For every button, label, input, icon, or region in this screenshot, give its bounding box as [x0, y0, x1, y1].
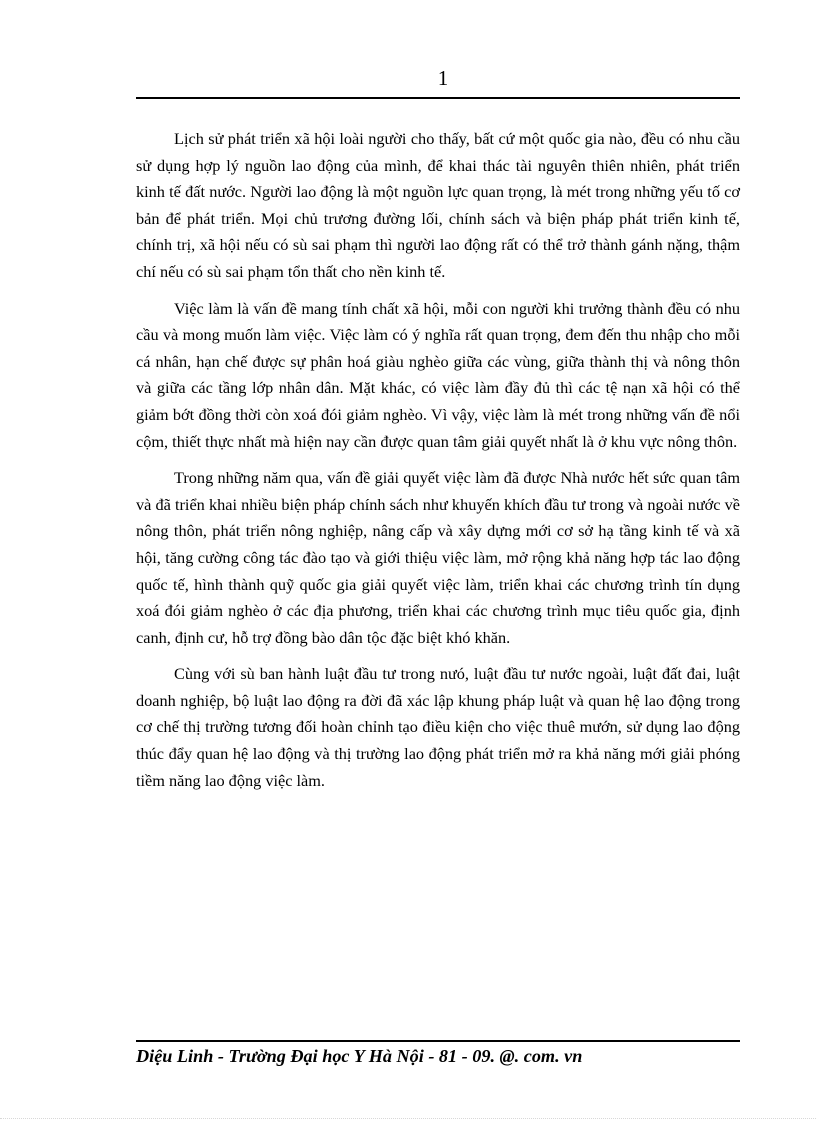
footer-text: Diệu Linh - Trường Đại học Y Hà Nội - 81 - 09. @. com. vn [136, 1046, 583, 1066]
header-rule [136, 97, 740, 99]
paragraph: Việc làm là vấn đề mang tính chất xã hội, mỗi con người khi trưởng thành đều có nhu cầu và mong muốn làm việc. Việc làm có ý nghĩa rất quan trọng, đem đến thu nhập cho mỗi cá nhân, hạn chế được sự phân hoá giàu nghèo giữa các vùng, giữa thành thị và nông thôn và giữa các tầng lớp nhân dân. Mặt khác, có việc làm đầy đủ thì các tệ nạn xã hội có thể giảm bớt đồng thời còn xoá đói giảm nghèo. Vì vậy, việc làm là mét trong những vấn đề nổi cộm, thiết thực nhất mà hiện nay cần được quan tâm giải quyết nhất là ở khu vực nông thôn. [136, 298, 740, 451]
page-bottom-divider [0, 1118, 816, 1119]
page-number: 1 [437, 66, 449, 90]
footer-rule [136, 1040, 740, 1042]
paragraph: Lịch sử phát triển xã hội loài người cho thấy, bất cứ một quốc gia nào, đều có nhu cầu sử dụng hợp lý nguồn lao động của mình, để khai thác tài nguyên thiên nhiên, phát triển kinh tế đất nước. Người lao động là một nguồn lực quan trọng, là mét trong những yếu tố cơ bản để phát triển. Mọi chủ trương đường lối, chính sách và biện pháp phát triển kinh tế, chính trị, xã hội nếu có sù sai phạm thì người lao động rất có thể trở thành gánh nặng, thậm chí nếu có sù sai phạm tổn thất cho nền kinh tế. [136, 129, 740, 281]
paragraph: Trong những năm qua, vấn đề giải quyết việc làm đã được Nhà nước hết sức quan tâm và đã triển khai nhiều biện pháp chính sách như khuyến khích đầu tư trong và ngoài nước về nông thôn, phát triển nông nghiệp, nâng cấp và xây dựng mới cơ sở hạ tầng kinh tế và xã hội, tăng cường công tác đào tạo và giới thiệu việc làm, mở rộng khả năng hợp tác lao động quốc tế, hình thành quỹ quốc gia giải quyết việc làm, triển khai các chương trình tín dụng xoá đói giảm nghèo ở các địa phương, triển khai các chương trình mục tiêu quốc gia, định canh, định cư, hỗ trợ đồng bào dân tộc đặc biệt khó khăn. [136, 468, 740, 647]
paragraph: Cùng với sù ban hành luật đầu tư trong nưó, luật đầu tư nước ngoài, luật đất đai, luật doanh nghiệp, bộ luật lao động ra đời đã xác lập khung pháp luật và quan hệ lao động trong cơ chế thị trường tương đối hoàn chỉnh tạo điều kiện cho việc thuê mướn, sử dụng lao động thúc đẩy quan hệ lao động và thị trường lao động phát triển mở ra khả năng mới giải phóng tiềm năng lao động việc làm. [136, 664, 740, 790]
document-body [136, 126, 740, 804]
